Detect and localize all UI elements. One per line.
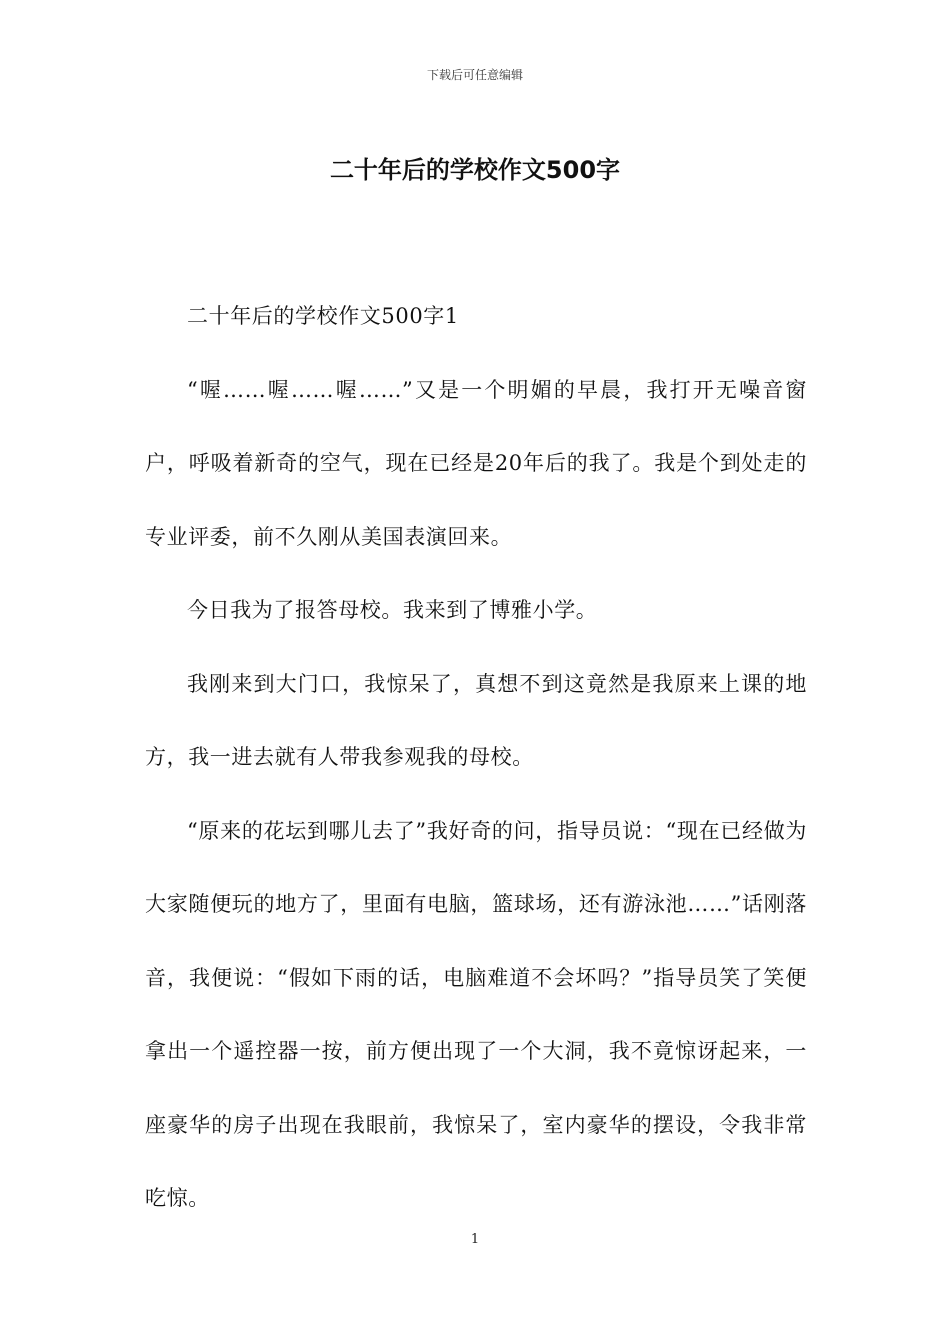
header-note: 下载后可任意编辑 <box>426 68 523 82</box>
paragraph-flowerbed: “原来的花坛到哪儿去了”我好奇的问，指导员说：“现在已经做为大家随便玩的地方了，里面有电脑，篮球场，还有游泳池……”话刚落音，我便说：“假如下雨的话，电脑难道不会坏吗？”指导员笑了笑便拿出一个遥控器一按，前方便出现了一个大洞，我不竟惊讶起来，一座豪华的房子出现在我眼前，我惊呆了，室内豪华的摆设，令我非常吃惊。 <box>145 818 807 1210</box>
document-title: 二十年后的学校作文500字 <box>329 156 621 184</box>
paragraph-morning: “喔……喔……喔……”又是一个明媚的早晨，我打开无噪音窗户，呼吸着新奇的空气，现在已经是20年后的我了。我是个到处走的专业评委，前不久刚从美国表演回来。 <box>145 377 807 549</box>
paragraph-gate: 我刚来到大门口，我惊呆了，真想不到这竟然是我原来上课的地方，我一进去就有人带我参观我的母校。 <box>145 671 807 769</box>
document-body <box>145 280 807 1236</box>
section-heading: 二十年后的学校作文500字1 <box>187 304 459 328</box>
paragraph-return-school: 今日我为了报答母校。我来到了博雅小学。 <box>187 598 598 622</box>
page-number: 1 <box>470 1232 480 1247</box>
